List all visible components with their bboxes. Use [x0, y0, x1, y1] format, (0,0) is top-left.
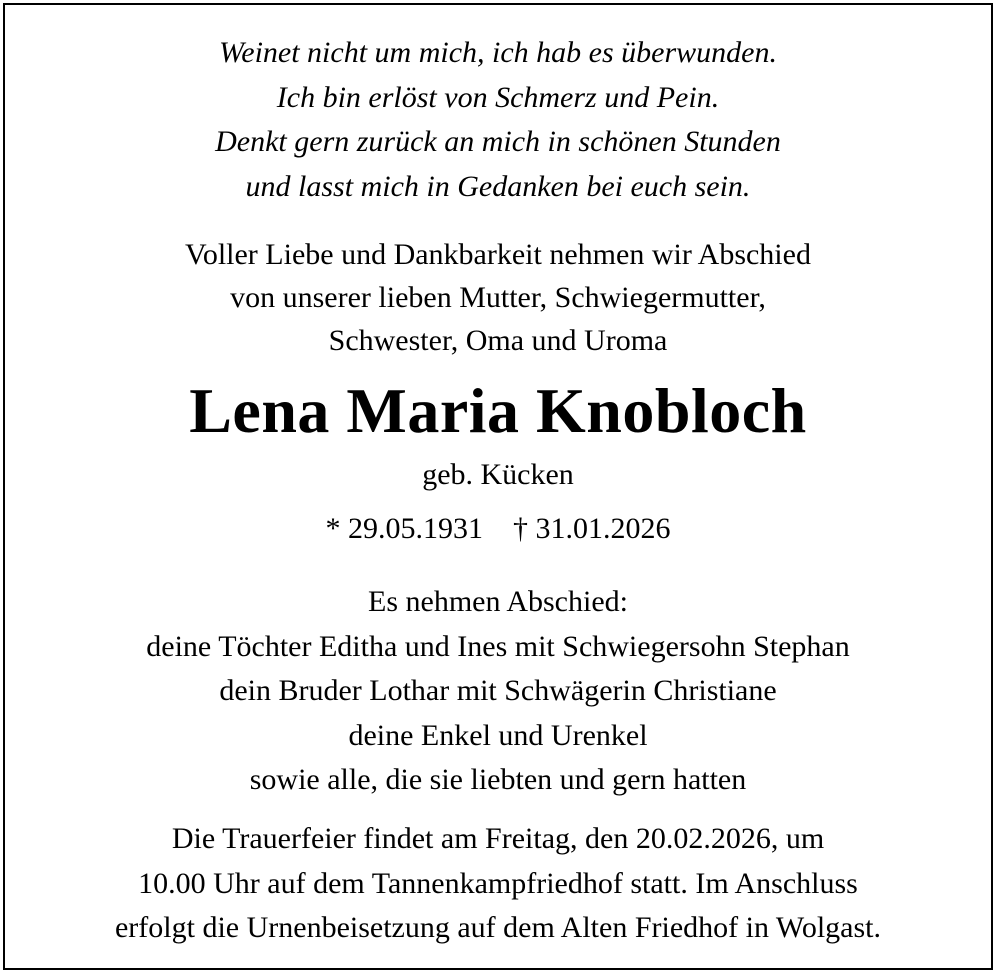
birth-date: * 29.05.1931 [325, 512, 483, 545]
life-dates [5, 509, 991, 549]
poem-line: und lasst mich in Gedanken bei euch sein. [245, 169, 751, 203]
poem-line: Weinet nicht um mich, ich hab es überwunden. [219, 36, 777, 69]
mourner-line: dein Bruder Lothar mit Schwägerin Christiane [219, 674, 777, 707]
funeral-line: 10.00 Uhr auf dem Tannenkampfriedhof statt. Im Anschluss [138, 866, 858, 900]
poem-line: Ich bin erlöst von Schmerz und Pein. [276, 80, 720, 114]
intro-text [5, 233, 991, 362]
mourner-line: sowie alle, die sie liebten und gern hatten [249, 763, 747, 796]
mourner-line: deine Enkel und Urenkel [348, 718, 648, 752]
deceased-name: Lena Maria Knobloch [189, 375, 807, 446]
poem-line: Denkt gern zurück an mich in schönen Stunden [215, 125, 781, 158]
mourners-heading: Es nehmen Abschied: [368, 585, 628, 618]
intro-line: Schwester, Oma und Uroma [328, 324, 668, 357]
mourner-line: deine Töchter Editha und Ines mit Schwiegersohn Stephan [146, 629, 850, 663]
funeral-line: Die Trauerfeier findet am Freitag, den 20.02.2026, um [171, 822, 825, 855]
intro-line: Voller Liebe und Dankbarkeit nehmen wir Abschied [185, 238, 811, 271]
birth-name: geb. Kücken [422, 458, 574, 491]
obituary-notice [3, 3, 993, 970]
death-date: † 31.01.2026 [513, 512, 671, 545]
funeral-line: erfolgt die Urnenbeisetzung auf dem Alten Friedhof in Wolgast. [114, 911, 881, 944]
poem-verse [5, 31, 991, 209]
intro-line: von unserer lieben Mutter, Schwiegermutter, [230, 281, 766, 314]
mourners-list [5, 580, 991, 803]
funeral-details [5, 817, 991, 951]
